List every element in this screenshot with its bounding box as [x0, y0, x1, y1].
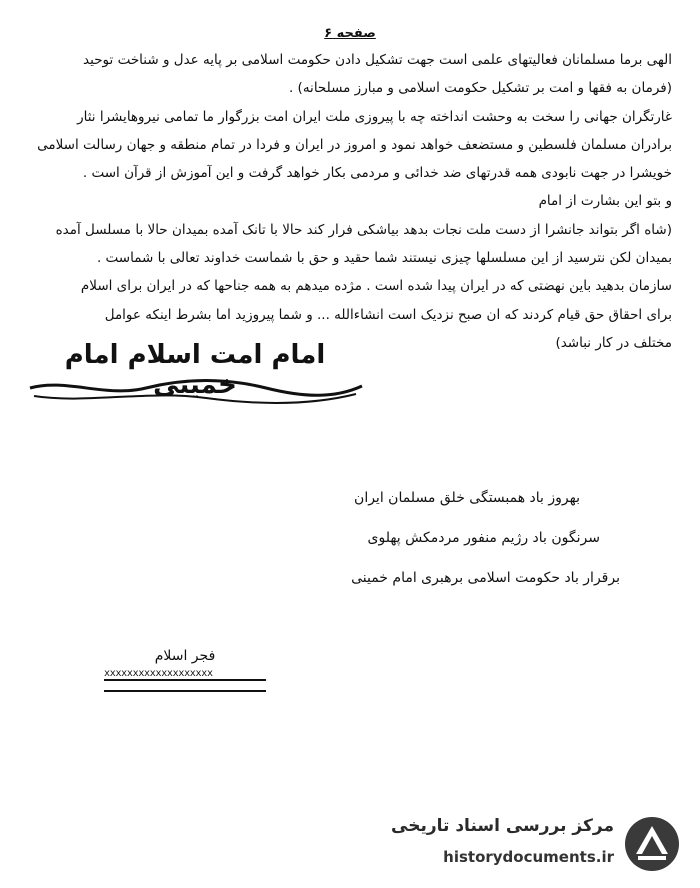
watermark [392, 808, 682, 880]
signature-underline [104, 690, 266, 692]
body-line: و بتو این بشارت از امام [538, 193, 672, 210]
body-line: (فرمان به فقها و امت بر تشکیل حکومت اسلامی و مبارز مسلحانه) . [288, 80, 672, 97]
slogans [80, 478, 620, 598]
slogan-line: برقرار باد حکومت اسلامی برهبری امام خمینی [351, 570, 620, 586]
body-line: برای احقاق حق قیام کردند که ان صبح نزدیک است انشاءالله ... و شما پیروزید اما بشرط اینکه عوامل [104, 306, 672, 323]
body-line: غارتگران جهانی را سخت به وحشت انداخته چه با پیروزی ملت ایران امت بزرگوار ما تمامی نیروهایشرا نثار [77, 108, 672, 125]
body-line: مختلف در کار نباشد) [555, 334, 672, 351]
slogan-line: سرنگون باد رژیم منفور مردمکش پهلوی [367, 530, 600, 546]
body-line: خویشرا در جهت نابودی همه قدرتهای ضد خدائی و مردمی بکار خواهد گرفت و این آموزش از قرآن است . [82, 165, 672, 182]
body-line: بمیدان لکن نترسید از این مسلسلها چیزی نیستند شما حقید و حق با شماست خداوند تعالی با شماست . [96, 250, 672, 267]
body-line: الهی برما مسلمانان فعالیتهای علمی است جهت تشکیل دادن حکومت اسلامی بر پایه عدل و شناخت توحید [83, 52, 672, 68]
watermark-url: historydocuments.ir [443, 848, 614, 866]
signature: فجر اسلام [154, 648, 216, 664]
body-line: برادران مسلمان فلسطین و مستضعف خواهد نمود و امروز در ایران و فردا در تمام منطقه و جهان رسالت اسلامی [37, 136, 672, 153]
letter-body [32, 46, 672, 357]
signature-marks: xxxxxxxxxxxxxxxxxxx [104, 668, 266, 681]
archive-logo-icon [622, 814, 682, 874]
banner-heading: امام امت اسلام امام خمینی [64, 340, 326, 400]
slogan-line: بهروز باد همبستگی خلق مسلمان ایران [354, 490, 580, 506]
page-number: صفحه ۶ [324, 26, 376, 41]
watermark-title: مرکز بررسی اسناد تاریخی [391, 816, 614, 836]
body-line: سازمان بدهید باین نهضتی که در ایران پیدا شده است . مژده میدهم به همه جناحها که در ایران برای اسلام [80, 278, 672, 295]
banner-underline [26, 374, 366, 404]
body-line: (شاه اگر بتواند جانشرا از دست ملت نجات بدهد بیاشکی فرار کند حالا با تانک آمده بمیدان حالا با مسلسل آمده [55, 221, 672, 238]
